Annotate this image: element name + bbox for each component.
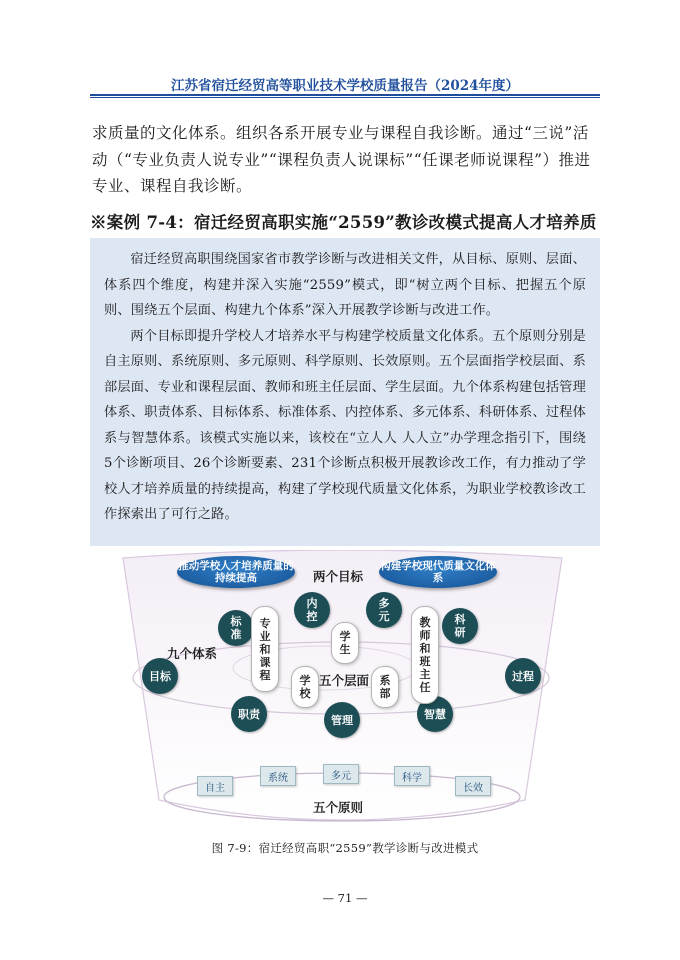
system-management <box>324 702 360 738</box>
case-title: ※案例 7-4：宿迁经贸高职实施“2559”教诊改模式提高人才培养质 <box>90 213 597 232</box>
system-standard-label: 标准 <box>230 615 242 641</box>
header-rule <box>90 94 600 96</box>
system-goal <box>142 658 178 694</box>
page-number: — 71 — <box>322 891 368 905</box>
system-internal-control <box>294 592 330 628</box>
goal-right: 构建学校现代质量文化体系 <box>379 556 497 588</box>
level-teacher-label: 教师和班主任 <box>419 616 431 694</box>
level-department <box>371 666 399 708</box>
level-school <box>291 666 319 708</box>
system-multiple-label: 多元 <box>378 597 390 623</box>
level-student <box>331 622 359 664</box>
level-major-course-label: 专业和课程 <box>259 616 271 682</box>
system-multiple <box>366 592 402 628</box>
system-research-label: 科研 <box>454 613 466 639</box>
body-paragraph: 求质量的文化体系。组织各系开展专业与课程自我诊断。通过“三说”活动（“专业负责人说专业”“课程负责人说课标”“任课老师说课程”）推进专业、课程自我诊断。 <box>92 124 591 195</box>
level-major-course <box>251 606 279 692</box>
principle-system: 系统 <box>260 766 296 786</box>
principle-science: 科学 <box>394 766 430 786</box>
system-smart-label: 智慧 <box>424 707 446 721</box>
header-rule-thin <box>90 97 600 98</box>
system-responsibility <box>231 696 267 732</box>
principles-label: 五个原则 <box>313 800 364 815</box>
systems-label: 九个体系 <box>167 646 218 661</box>
level-teacher <box>411 606 439 704</box>
level-department-label: 系部 <box>379 674 391 700</box>
figure-caption: 图 7-9：宿迁经贸高职“2559”教学诊断与改进模式 <box>211 841 479 855</box>
goals-label: 两个目标 <box>313 569 364 584</box>
system-responsibility-label: 职责 <box>238 707 260 721</box>
principle-multiple: 多元 <box>323 764 359 784</box>
report-header: 江苏省宿迁经贸高等职业技术学校质量报告（2024年度） <box>170 78 520 94</box>
system-process-label: 过程 <box>512 669 534 683</box>
level-school-label: 学校 <box>299 674 311 700</box>
principle-long-term: 长效 <box>455 776 491 796</box>
system-management-label: 管理 <box>331 713 353 727</box>
case-paragraph-1: 宿迁经贸高职围绕国家省市教学诊断与改进相关文件，从目标、原则、层面、体系四个维度，构建并深入实施“2559”模式，即“树立两个目标、把握五个原则、围绕五个层面、构建九个体系”深入开展教学诊断与改进工作。 <box>104 252 586 318</box>
system-internal-control-label: 内控 <box>306 597 318 623</box>
case-box <box>90 238 600 546</box>
system-goal-label: 目标 <box>149 669 171 683</box>
model-diagram <box>115 550 570 828</box>
goal-left: 推动学校人才培养质量的持续提高 <box>177 556 295 588</box>
system-process <box>505 658 541 694</box>
case-paragraph-2: 两个目标即提升学校人才培养水平与构建学校质量文化体系。五个原则分别是自主原则、系统原则、多元原则、科学原则、长效原则。五个层面指学校层面、系部层面、专业和课程层面、教师和班主任层面、学生层面。九个体系构建包括管理体系、职责体系、目标体系、标准体系、内控体系、多元体系、科研体系、过程体系与智慧体系。该模式实施以来，该校在“立人人 人人立”办学理念指引下，围绕5个诊断项目、26个诊断要素、231个诊断点积极开展教诊改工作，有力推动了学校人才培养质量的持续提高，构建了学校现代质量文化体系，为职业学校教诊改工作探索出了可行之路。 <box>104 328 586 522</box>
levels-label: 五个层面 <box>319 673 370 688</box>
level-student-label: 学生 <box>339 630 351 656</box>
system-standard <box>218 610 254 646</box>
principle-autonomy: 自主 <box>197 776 233 796</box>
system-research <box>442 608 478 644</box>
diagram-background <box>115 550 570 828</box>
